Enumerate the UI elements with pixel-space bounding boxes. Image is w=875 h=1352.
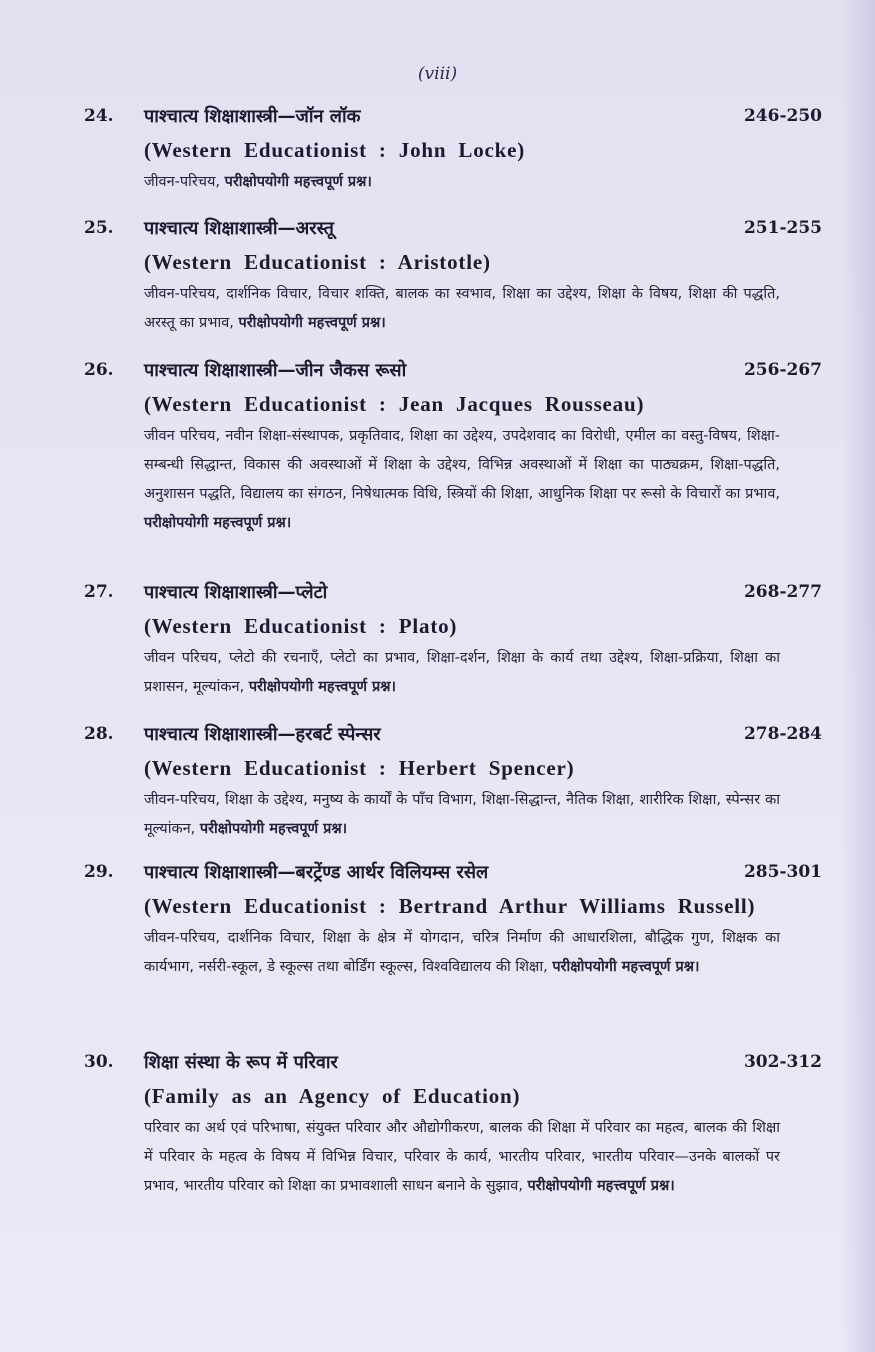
toc-entry-29: [84, 860, 822, 982]
entry-title-hindi: पाश्चात्य शिक्षाशास्त्री—हरबर्ट स्पेन्सर: [144, 724, 381, 745]
entry-topics: जीवन परिचय, नवीन शिक्षा-संस्थापक, प्रकृतिवाद, शिक्षा का उद्देश्य, उपदेशवाद का विरोधी, एमील का वस्तु-विषय, शिक्षा-सम्बन्धी सिद्धान्त, विकास की अवस्थाओं में शिक्षा के उद्देश्य, विभिन्न अवस्थाओं में शिक्षा का पाठ्यक्रम, शिक्षा-पद्धति, अनुशासन पद्धति, विद्यालय का संगठन, निषेधात्मक विधि, स्त्रियों की शिक्षा, आधुनिक शिक्षा पर रूसो के विचारों का प्रभाव,: [144, 428, 780, 502]
entry-description: [144, 1114, 780, 1201]
toc-entry-26: [84, 358, 822, 538]
entry-topics-bold: परीक्षोपयोगी महत्त्वपूर्ण प्रश्न।: [224, 174, 372, 190]
toc-entry-25: [84, 216, 822, 338]
entry-topics-bold: परीक्षोपयोगी महत्त्वपूर्ण प्रश्न।: [552, 959, 700, 975]
page-number: (viii): [417, 64, 458, 84]
entry-title-english: (Family as an Agency of Education): [144, 1084, 521, 1108]
entry-number: 24.: [84, 106, 114, 126]
toc-entry-27: [84, 580, 822, 702]
page-edge-shadow: [841, 0, 875, 1352]
entry-topics: परिवार का अर्थ एवं परिभाषा, संयुक्त परिवार और औद्योगीकरण, बालक की शिक्षा में परिवार का महत्व, बालक की शिक्षा में परिवार के महत्व के विषय में विभिन्न विचार, परिवार के कार्य, भारतीय परिवार, भारतीय परिवार—उनके बालकों पर प्रभाव, भारतीय परिवार को शिक्षा का प्रभावशाली साधन बनाने के सुझाव,: [144, 1120, 780, 1194]
entry-title-english: (Western Educationist : Aristotle): [144, 250, 491, 274]
entry-page-range: 268-277: [743, 582, 822, 602]
entry-description: [144, 924, 780, 982]
entry-topics-bold: परीक्षोपयोगी महत्त्वपूर्ण प्रश्न।: [527, 1178, 675, 1194]
entry-number: 28.: [84, 724, 114, 744]
entry-topics-bold: परीक्षोपयोगी महत्त्वपूर्ण प्रश्न।: [248, 679, 397, 695]
entry-description: [144, 280, 780, 338]
entry-page-range: 251-255: [743, 218, 822, 238]
entry-title-hindi: शिक्षा संस्था के रूप में परिवार: [144, 1052, 338, 1073]
entry-number: 26.: [84, 360, 114, 380]
entry-page-range: 256-267: [743, 360, 822, 380]
entry-title-hindi: पाश्चात्य शिक्षाशास्त्री—अरस्तू: [144, 218, 334, 239]
entry-page-range: 246-250: [743, 106, 822, 126]
entry-topics: जीवन-परिचय, शिक्षा के उद्देश्य, मनुष्य के कार्यों के पाँच विभाग, शिक्षा-सिद्धान्त, नैतिक शिक्षा, शारीरिक शिक्षा, स्पेन्सर का मूल्यांकन,: [144, 792, 780, 837]
entry-number: 27.: [84, 582, 114, 602]
entry-topics-bold: परीक्षोपयोगी महत्त्वपूर्ण प्रश्न।: [238, 315, 386, 331]
toc-entry-28: [84, 722, 822, 844]
entry-description: [144, 786, 780, 844]
entry-description: [144, 422, 780, 538]
entry-title-english: (Western Educationist : Jean Jacques Rousseau): [144, 392, 645, 416]
entry-title-hindi: पाश्चात्य शिक्षाशास्त्री—बरट्रेंण्ड आर्थर विलियम्स रसेल: [144, 862, 489, 883]
entry-topics: जीवन परिचय, प्लेटो की रचनाएँ, प्लेटो का प्रभाव, शिक्षा-दर्शन, शिक्षा के कार्य तथा उद्देश्य, शिक्षा-प्रक्रिया, शिक्षा का प्रशासन, मूल्यांकन,: [144, 650, 780, 695]
entry-title-hindi: पाश्चात्य शिक्षाशास्त्री—जीन जैकस रूसो: [144, 360, 407, 381]
entry-number: 29.: [84, 862, 114, 882]
entry-topics: जीवन-परिचय, दार्शनिक विचार, विचार शक्ति, बालक का स्वभाव, शिक्षा का उद्देश्य, शिक्षा के विषय, शिक्षा की पद्धति, अरस्तू का प्रभाव,: [144, 286, 780, 331]
entry-page-range: 278-284: [743, 724, 822, 744]
toc-entry-24: [84, 104, 822, 197]
entry-title-english: (Western Educationist : Plato): [144, 614, 458, 638]
entry-topics: जीवन-परिचय,: [144, 174, 221, 190]
entry-topics: जीवन-परिचय, दार्शनिक विचार, शिक्षा के क्षेत्र में योगदान, चरित्र निर्माण की आधारशिला, बौद्धिक गुण, शिक्षक का कार्यभाग, नर्सरी-स्कूल, डे स्कूल्स तथा बोर्डिंग स्कूल्स, विश्वविद्यालय की शिक्षा,: [144, 930, 780, 975]
entry-topics-bold: परीक्षोपयोगी महत्त्वपूर्ण प्रश्न।: [199, 821, 348, 837]
entry-page-range: 285-301: [743, 862, 822, 882]
entry-number: 25.: [84, 218, 114, 238]
entry-number: 30.: [84, 1052, 114, 1072]
entry-topics-bold: परीक्षोपयोगी महत्त्वपूर्ण प्रश्न।: [144, 515, 292, 531]
entry-title-english: (Western Educationist : Bertrand Arthur Williams Russell): [144, 894, 756, 918]
entry-title-english: (Western Educationist : Herbert Spencer): [144, 756, 575, 780]
entry-description: [144, 644, 780, 702]
entry-page-range: 302-312: [743, 1052, 822, 1072]
entry-title-english: (Western Educationist : John Locke): [144, 138, 526, 162]
toc-entry-30: [84, 1050, 822, 1201]
entry-description: [144, 168, 780, 197]
entry-title-hindi: पाश्चात्य शिक्षाशास्त्री—प्लेटो: [144, 582, 328, 603]
entry-title-hindi: पाश्चात्य शिक्षाशास्त्री—जॉन लॉक: [144, 106, 361, 127]
